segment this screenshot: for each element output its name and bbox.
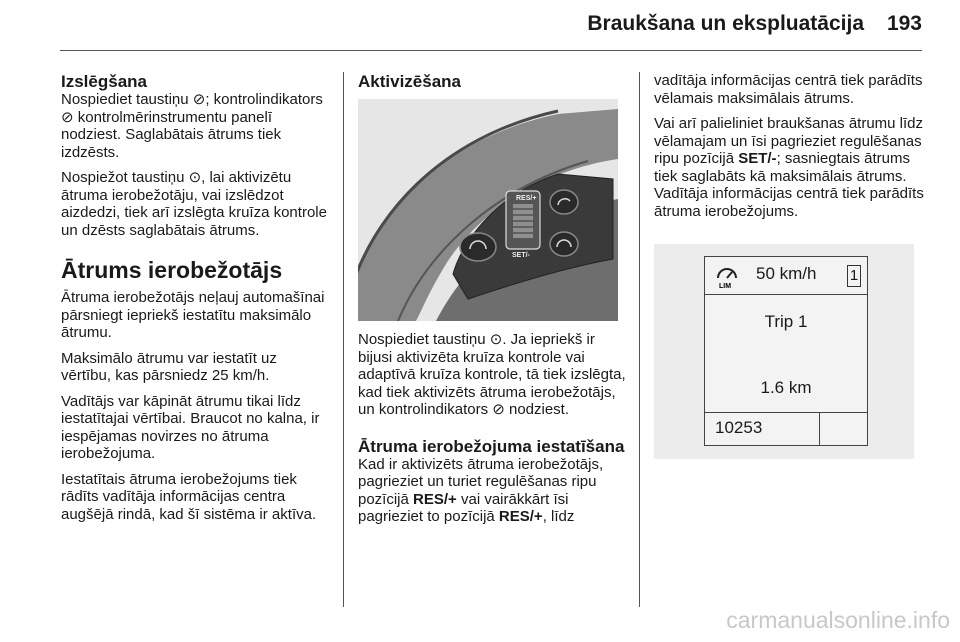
column-divider-1	[343, 72, 344, 607]
heading-ierobezojuma-iestatisana: Ātruma ierobežojuma iestatīšana	[358, 436, 625, 456]
trip-label: Trip 1	[764, 312, 808, 331]
header-divider	[60, 50, 922, 51]
heading-aktivizesana: Aktivizēšana	[358, 72, 461, 91]
driver-info-display-illustration	[654, 244, 914, 459]
paragraph-ierobezotajs-1: Ātruma ierobežotājs neļauj automašīnai pārsniegt iepriekš iestatītu maksimālo ātrumu.	[61, 289, 325, 341]
trip-distance: 1.6 km	[760, 378, 812, 397]
paragraph-ierobezotajs-4: Iestatītais ātruma ierobežojums tiek rādīts vadītāja informācijas centra augšējā rindā, kad šī sistēma ir aktīva.	[61, 470, 317, 523]
paragraph-aktivizesana: Nospiediet taustiņu ⊙. Ja iepriekš ir bijusi aktivizēta kruīza kontrole vai adaptīvā kruīza kontrole, tā tiek izslēgta, kad tiek aktivizēts ātruma ierobežotājs, un kontrolindikators ⊘ nodziest.	[358, 331, 626, 418]
column-3	[654, 72, 924, 459]
set-label: SET/-	[512, 252, 530, 259]
paragraph-alternative: Vai arī palieliniet braukšanas ātrumu līdz vēlamajam un īsi pagrieziet regulēšanas ripu pozīcijā SET/-; sasniegtais ātrums tiek saglabāts kā maksimālais ātrums. Vadītāja informācijas centrā tiek parādīts ātruma ierobežojums.	[654, 115, 924, 220]
column-2	[358, 72, 628, 534]
heading-izslegsana: Izslēgšana	[61, 72, 147, 91]
column-divider-2	[639, 72, 640, 607]
paragraph-izslegsana-2: Nospiežot taustiņu ⊙, lai aktivizētu ātruma ierobežotāju, vai izslēdzot aizdedzi, tiek arī izslēgta kruīza kontrole un dzēsts saglabātais ātrums.	[61, 169, 327, 239]
watermark: carmanualsonline.info	[726, 607, 950, 633]
odometer-value: 10253	[715, 418, 763, 437]
paragraph-ierobezotajs-3: Vadītājs var kāpināt ātrumu tikai līdz iestatītajai vērtībai. Braucot no kalna, ir iespējamas novirzes no ātruma ierobežojuma.	[61, 392, 320, 462]
paragraph-continued: vadītāja informācijas centrā tiek parādīts vēlamais maksimālais ātrums.	[654, 72, 923, 107]
paragraph-ierobezotajs-2: Maksimālo ātrumu var iestatīt uz vērtību, kas pārsniedz 25 km/h.	[61, 349, 277, 384]
res-label: RES/+	[516, 195, 537, 202]
paragraph-iestatisana: Kad ir aktivizēts ātruma ierobežotājs, pagrieziet un turiet regulēšanas ripu pozīcijā RES/+ vai vairākkārt īsi pagrieziet to pozīcijā RES/+, līdz	[358, 455, 604, 525]
speed-limit-value: 50 km/h	[756, 264, 817, 283]
speed-limiter-icon	[713, 263, 741, 289]
column-1	[61, 72, 331, 531]
paragraph-izslegsana-1: Nospiediet taustiņu ⊘; kontrolindikators ⊘ kontrolmērinstrumentu panelī nodziest. Saglabātais ātrums tiek izdzēsts.	[61, 91, 323, 161]
steering-wheel-illustration	[358, 99, 618, 321]
svg-text:LIM: LIM	[719, 283, 732, 289]
heading-atruma-ierobezotajs: Ātrums ierobežotājs	[61, 257, 283, 283]
page-header-title: Braukšana un ekspluatācija	[587, 12, 864, 35]
trip-number-badge: 1	[847, 265, 861, 287]
page-number: 193	[886, 12, 922, 35]
